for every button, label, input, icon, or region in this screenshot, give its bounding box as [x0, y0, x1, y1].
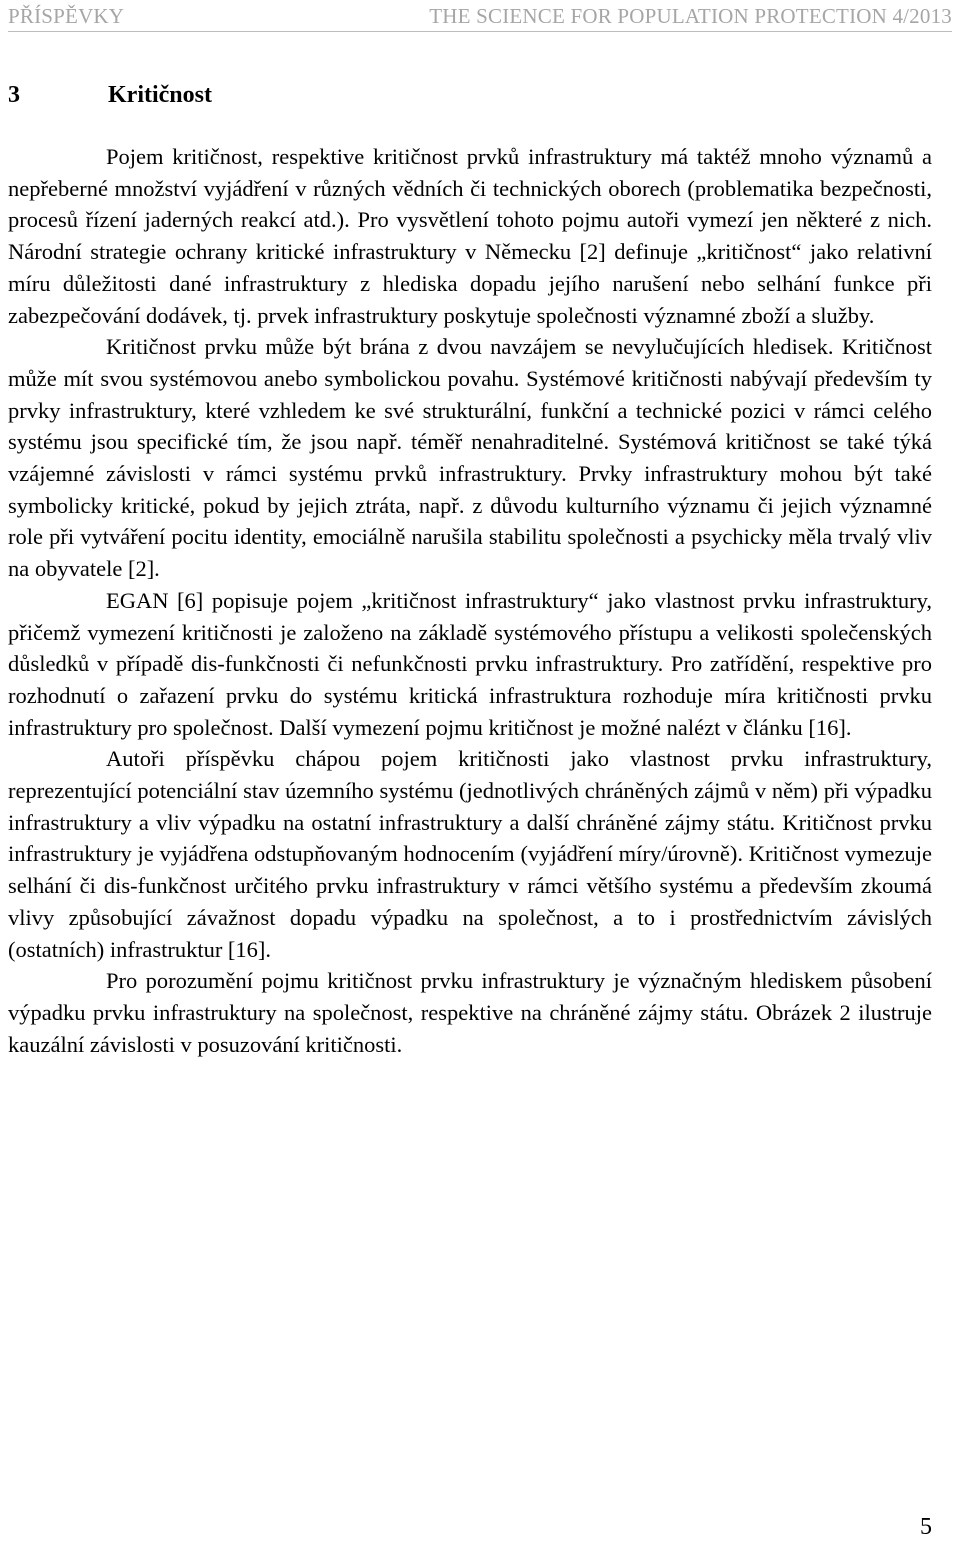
header-section-label: PŘÍSPĚVKY [8, 4, 125, 28]
paragraph: EGAN [6] popisuje pojem „kritičnost infrastruktury“ jako vlastnost prvku infrastruktury, přičemž vymezení kritičnosti je založeno na základě systémového přístupu a velikosti společenských důsledků v případě dis-funkčnosti či nefunkčnosti prvku infrastruktury. Pro zatřídění, respektive pro rozhodnutí o zařazení prvku do systému kritická infrastruktura rozhoduje míra kritičnosti prvku infrastruktury pro společnost. Další vymezení pojmu kritičnost je možné nalézt v článku [16]. [8, 587, 932, 740]
paragraph: Pro porozumění pojmu kritičnost prvku infrastruktury je význačným hlediskem působení výpadku prvku infrastruktury na společnost, respektive na chráněné zájmy státu. Obrázek 2 ilustruje kauzální závislosti v posuzování kritičnosti. [8, 968, 932, 1057]
section-title: Kritičnost [108, 82, 212, 108]
paragraph: Pojem kritičnost, respektive kritičnost prvků infrastruktury má taktéž mnoho významů a nepřeberné množství vyjádření v různých vědních či technických oborech (problematika bezpečnosti, procesů řízení jaderných reakcí atd.). Pro vysvětlení tohoto pojmu autoři vymezí jen některé z nich. Národní strategie ochrany kritické infrastruktury v Německu [2] definuje „kritičnost“ jako relativní míru důležitosti dané infrastruktury z hlediska dopadu jejího narušení nebo selhání funkce při zabezpečování dodávek, tj. prvek infrastruktury poskytuje společnosti významné zboží a služby. [8, 144, 932, 328]
section-number: 3 [8, 82, 20, 108]
running-header [8, 4, 952, 28]
header-journal-title: THE SCIENCE FOR POPULATION PROTECTION 4/2013 [429, 4, 952, 28]
section-heading [8, 80, 212, 110]
article-body [8, 141, 932, 1060]
paragraph: Kritičnost prvku může být brána z dvou navzájem se nevylučujících hledisek. Kritičnost může mít svou systémovou anebo symbolickou povahu. Systémové kritičnosti nabývají především ty prvky infrastruktury, které vzhledem ke své strukturální, funkční a technické pozici v rámci celého systému jsou specifické tím, že jsou např. téměř nenahraditelné. Systémová kritičnost se také týká vzájemné závislosti v rámci systému prvků infrastruktury. Prvky infrastruktury mohou být také symbolicky kritické, pokud by jejich ztráta, např. z důvodu kulturního významu či jejich významné role při vytváření pocitu identity, emociálně narušila stabilitu společnosti a psychicky měla trvalý vliv na obyvatele [2]. [8, 334, 932, 582]
header-divider [8, 31, 952, 32]
paragraph: Autoři příspěvku chápou pojem kritičnosti jako vlastnost prvku infrastruktury, reprezentující potenciální stav územního systému (jednotlivých chráněných zájmů v něm) při výpadku infrastruktury a vliv výpadku na ostatní infrastruktury a další chráněné zájmy státu. Kritičnost prvku infrastruktury je vyjádřena odstupňovaným hodnocením (vyjádření míry/úrovně). Kritičnost vymezuje selhání či dis-funkčnost určitého prvku infrastruktury v rámci většího systému a především zkoumá vlivy způsobující závažnost dopadu výpadku na společnost, a to i prostřednictvím závislých (ostatních) infrastruktur [16]. [8, 746, 932, 962]
page-number: 5 [920, 1514, 932, 1540]
